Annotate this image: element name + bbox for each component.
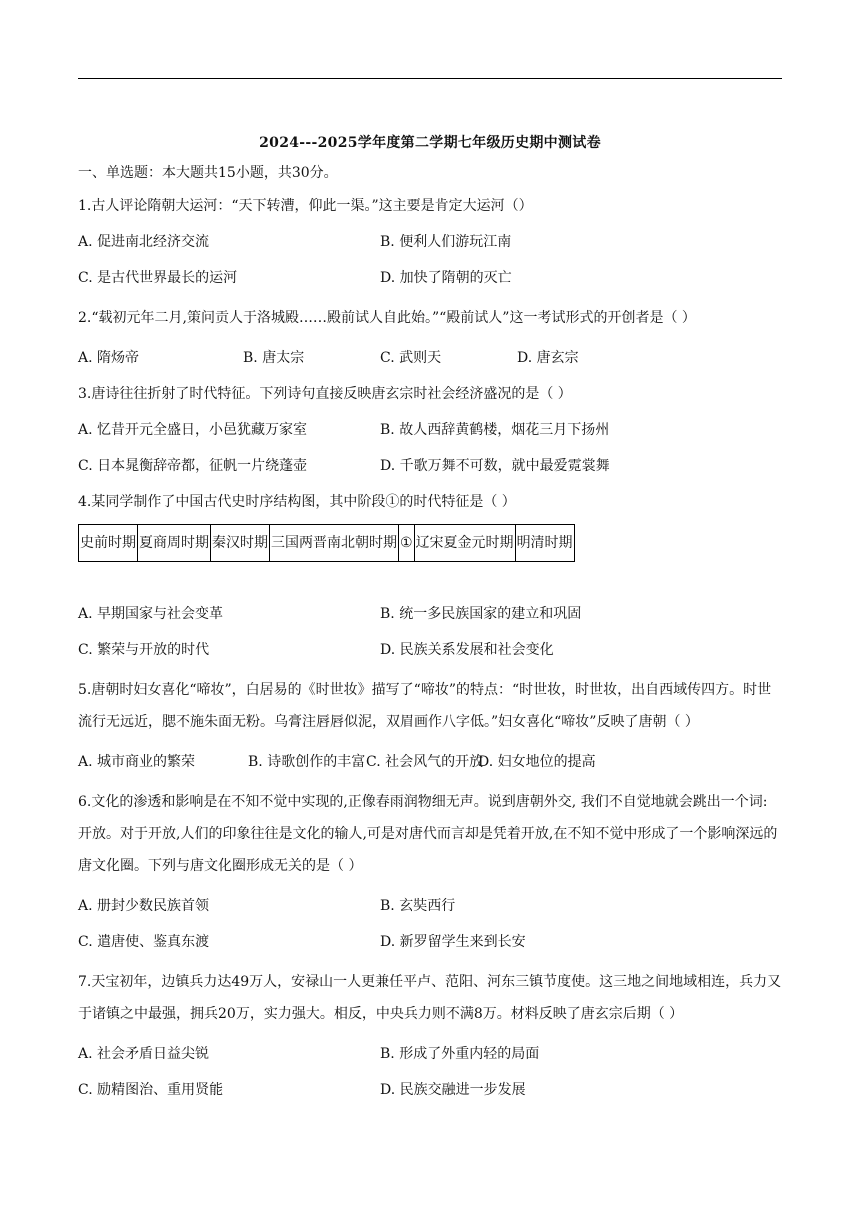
- option-d: D. 民族关系发展和社会变化: [380, 642, 554, 658]
- question-stem: 6.文化的渗透和影响是在不知不觉中实现的,正像春雨润物细无声。说到唐朝外交, 我们不自觉地就会跳出一个词: 开放。对于开放,人们的印象往往是文化的输人,可是对唐代而言却是凭着开放,在不知不觉中形成了一个影响深远的唐文化圈。下列与唐文化圈形成无关的是（ ）: [78, 794, 778, 874]
- option-a: A. 城市商业的繁荣: [78, 754, 196, 770]
- option-a: A. 忆昔开元全盛日，小邑犹藏万家室: [78, 422, 308, 438]
- question-3: [78, 382, 782, 478]
- option-d: D. 唐玄宗: [517, 350, 579, 366]
- header-rule: [78, 78, 782, 79]
- timeline-row: [79, 525, 575, 562]
- options: [78, 346, 782, 370]
- exam-title: 2024---2025学年度第二学期七年级历史期中测试卷: [259, 135, 601, 151]
- question-7: [78, 966, 782, 1102]
- question-5: [78, 674, 782, 774]
- question-stem: 2.“载初元年二月,策问贡人于洛城殿‥‥‥殿前试人自此始。”“殿前试人”这一考试形式的开创者是（ ）: [78, 310, 696, 326]
- option-c: C. 是古代世界最长的运河: [78, 270, 238, 286]
- option-b: B. 玄奘西行: [380, 898, 456, 914]
- question-6: [78, 786, 782, 954]
- option-a: A. 隋炀帝: [78, 350, 140, 366]
- options: [78, 602, 782, 662]
- option-b: B. 形成了外重内轻的局面: [380, 1046, 540, 1062]
- option-b: B. 诗歌创作的丰富: [248, 754, 366, 770]
- option-b: B. 统一多民族国家的建立和巩固: [380, 606, 582, 622]
- option-c: C. 繁荣与开放的时代: [78, 642, 210, 658]
- option-a: A. 社会矛盾日益尖锐: [78, 1046, 210, 1062]
- option-d: D. 民族交融进一步发展: [380, 1082, 526, 1098]
- timeline-cell: 史前时期: [79, 525, 138, 562]
- question-2: [78, 302, 782, 370]
- options: [78, 230, 782, 290]
- section-heading: 一、单选题：本大题共15小题，共30分。: [78, 165, 338, 181]
- question-stem: 3.唐诗往往折射了时代特征。下列诗句直接反映唐玄宗时社会经济盛况的是（ ）: [78, 386, 572, 402]
- option-d: D. 新罗留学生来到长安: [380, 934, 526, 950]
- timeline-cell: ①: [399, 525, 415, 562]
- option-a: A. 早期国家与社会变革: [78, 606, 224, 622]
- option-d: D. 妇女地位的提高: [478, 754, 596, 770]
- timeline-cell: 明清时期: [515, 525, 574, 562]
- option-c: C. 励精图治、重用贤能: [78, 1082, 224, 1098]
- option-d: D. 千歌万舞不可数，就中最爱霓裳舞: [380, 458, 610, 474]
- question-1: [78, 194, 782, 290]
- options: [78, 750, 782, 774]
- options: [78, 1042, 782, 1102]
- exam-page: [78, 132, 782, 1114]
- options: [78, 894, 782, 954]
- option-c: C. 社会风气的开放: [366, 754, 484, 770]
- option-d: D. 加快了隋朝的灭亡: [380, 270, 512, 286]
- option-c: C. 日本晁衡辞帝都，征帆一片绕蓬壶: [78, 458, 308, 474]
- question-stem: 1.古人评论隋朝大运河：“天下转漕，仰此一渠。”这主要是肯定大运河（）: [78, 198, 533, 214]
- option-a: A. 册封少数民族首领: [78, 898, 210, 914]
- timeline-cell: 辽宋夏金元时期: [414, 525, 515, 562]
- option-b: B. 故人西辞黄鹤楼，烟花三月下扬州: [380, 422, 610, 438]
- question-stem: 7.天宝初年，边镇兵力达49万人，安禄山一人更兼任平卢、范阳、河东三镇节度使。这三地之间地域相连，兵力又于诸镇之中最强，拥兵20万，实力强大。相反，中央兵力则不满8万。材料反映了唐玄宗后期（ ）: [78, 974, 782, 1022]
- option-b: B. 便利人们游玩江南: [380, 234, 512, 250]
- question-stem: 5.唐朝时妇女喜化“啼妆”，白居易的《时世妆》描写了“啼妆”的特点：“时世妆，时世妆，出自西域传四方。时世流行无远近，腮不施朱面无粉。乌膏注唇唇似泥，双眉画作八字低。”妇女喜化“啼妆”反映了唐朝（ ）: [78, 682, 772, 730]
- timeline-table: [78, 524, 575, 562]
- timeline-cell: 夏商周时期: [138, 525, 211, 562]
- timeline-cell: 秦汉时期: [211, 525, 270, 562]
- question-stem: 4.某同学制作了中国古代史时序结构图，其中阶段①的时代特征是（ ）: [78, 494, 516, 510]
- timeline-cell: 三国两晋南北朝时期: [270, 525, 399, 562]
- question-4: [78, 490, 782, 662]
- option-c: C. 武则天: [380, 350, 442, 366]
- options: [78, 418, 782, 478]
- option-c: C. 遣唐使、鉴真东渡: [78, 934, 210, 950]
- option-b: B. 唐太宗: [243, 350, 305, 366]
- option-a: A. 促进南北经济交流: [78, 234, 210, 250]
